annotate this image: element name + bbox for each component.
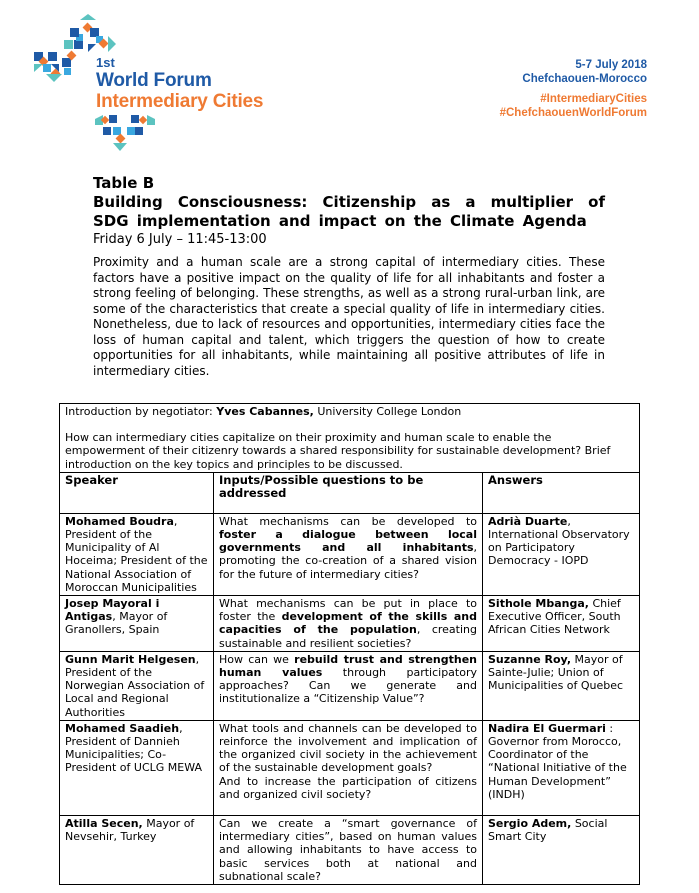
negotiator-line	[65, 405, 634, 418]
question-cell	[214, 596, 483, 652]
forum-logo-pattern-bottom-icon	[95, 115, 155, 151]
question-text: How can we	[219, 652, 295, 666]
speaker-name: Gunn Marit Helgesen	[65, 652, 196, 666]
answer-name: Nadira El Guermari	[488, 721, 606, 735]
header-answers: Answers	[483, 472, 640, 513]
speaker-cell	[60, 720, 214, 815]
session-heading	[93, 174, 605, 248]
answer-role: Social Smart City	[488, 817, 608, 844]
question-text-end: through participatory approaches? Can we generate and institutionalize a “Citizenship Value”?	[219, 666, 477, 706]
answer-role: , International Observatory on Participatory Democracy - IOPD	[488, 514, 630, 568]
speaker-role: , President of Dannieh Municipalities; Co-President of UCLG MEWA	[65, 721, 203, 775]
speaker-cell	[60, 651, 214, 720]
table-row	[60, 720, 640, 815]
question-text: What mechanisms can be put in place to foster the	[219, 597, 477, 624]
answer-cell	[483, 651, 640, 720]
answer-role: Mayor of Sainte-Julie; Union of Municipalities of Quebec	[488, 652, 624, 693]
speaker-name: Mohamed Boudra	[65, 514, 174, 528]
speaker-cell	[60, 513, 214, 595]
header-row	[60, 472, 640, 513]
header-inputs: Inputs/Possible questions to be addressed	[214, 472, 483, 513]
session-datetime: Friday 6 July – 11:45-13:00	[93, 232, 267, 247]
answer-role: : Governor from Morocco, Coordinator of the “National Initiative of the Human Development” (INDH)	[488, 721, 627, 801]
intro-question: How can intermediary cities capitalize on their proximity and human scale to enable the empowerment of their citizenry towards a shared responsibility for sustainable development? Brief introduction on the key topics and principles to be discussed.	[65, 431, 611, 471]
speaker-name: Mohamed Saadieh	[65, 721, 180, 735]
answer-cell	[483, 816, 640, 885]
answer-role: Chief Executive Officer, South African Cities Network	[488, 597, 621, 637]
brand-ordinal: 1st	[96, 55, 115, 70]
question-text: What tools and channels can be developed to reinforce the involvement and implication of the organized civil society in the achievement of the sustainable development goals?	[219, 721, 477, 775]
question-emphasis: development of the skills and capacities of the population	[219, 610, 477, 637]
intro-cell	[60, 404, 640, 473]
negotiator-prefix: Introduction by negotiator:	[65, 405, 217, 418]
brand-line-world-forum: World Forum	[96, 70, 212, 91]
question-text-followup: And to increase the participation of citizens and organized civil society?	[219, 774, 477, 801]
speaker-role: , Mayor of Granollers, Spain	[65, 610, 168, 637]
session-description: Proximity and a human scale are a strong capital of intermediary cities. These factors have a positive impact on the quality of life for all inhabitants and foster a strong feeling of belonging. These strengths, as well as a strong rural-urban link, are some of the characteristics that create a special quality of life in intermediary cities. Nonetheless, due to lack of resources and opportunities, intermediary cities face the loss of human capital and talent, which triggers the question of how to create opportunities for all inhabitants, while maintaining all positive attributes of life in intermediary cities.	[93, 255, 605, 378]
answer-cell	[483, 513, 640, 595]
table-row	[60, 816, 640, 885]
table-row	[60, 513, 640, 595]
speaker-name: Atilla Secen,	[65, 817, 143, 831]
forum-brand	[96, 56, 263, 111]
table-row	[60, 596, 640, 652]
question-cell	[214, 513, 483, 595]
speaker-role: , President of the Municipality of Al Hoceima; President of the National Association of Moroccan Municipalities	[65, 514, 208, 594]
answer-name: Suzanne Roy,	[488, 652, 572, 666]
event-dates: 5-7 July 2018	[575, 59, 647, 71]
table-label: Table B	[93, 174, 155, 192]
speaker-role: Mayor of Nevsehir, Turkey	[65, 817, 195, 844]
answer-name: Adrià Duarte	[488, 514, 568, 528]
question-cell	[214, 720, 483, 815]
event-location: Chefchaouen-Morocco	[522, 73, 647, 85]
brand-line-intermediary-cities: Intermediary Cities	[96, 91, 264, 112]
speaker-name: Josep Mayoral i Antigas	[65, 597, 160, 624]
event-hashtag-1: #IntermediaryCities	[540, 93, 647, 105]
speaker-cell	[60, 816, 214, 885]
speaker-role: , President of the Norwegian Association of Local and Regional Authorities	[65, 652, 205, 719]
question-text: Can we create a “smart governance of intermediary cities”, based on human values and allowing inhabitants to have access to basic services both at national and subnational scale?	[219, 817, 477, 883]
table-row	[60, 651, 640, 720]
question-emphasis: rebuild trust and strengthen human values	[219, 652, 478, 680]
event-info	[500, 58, 647, 120]
question-cell	[214, 816, 483, 885]
speaker-cell	[60, 596, 214, 652]
negotiator-affiliation: University College London	[313, 405, 462, 418]
question-cell	[214, 651, 483, 720]
intro-row	[60, 404, 640, 473]
answer-name: Sithole Mbanga,	[488, 597, 589, 611]
question-text: What mechanisms can be developed to	[219, 514, 477, 528]
answer-cell	[483, 720, 640, 815]
question-text-end: , creating sustainable and resilient societies?	[219, 623, 478, 650]
answer-cell	[483, 596, 640, 652]
answer-name: Sergio Adem,	[488, 817, 572, 831]
session-title: Building Consciousness: Citizenship as a multiplier of SDG implementation and impact on the Climate Agenda	[93, 193, 605, 230]
negotiator-name: Yves Cabannes,	[216, 405, 314, 418]
agenda-table	[59, 403, 640, 885]
header-speaker: Speaker	[60, 472, 214, 513]
event-hashtag-2: #ChefchaouenWorldForum	[499, 107, 647, 119]
question-text-end: , promoting the co-creation of a shared vision for the future of intermediary cities?	[219, 541, 477, 581]
question-emphasis: foster a dialogue between local governments and all inhabitants	[219, 528, 477, 555]
